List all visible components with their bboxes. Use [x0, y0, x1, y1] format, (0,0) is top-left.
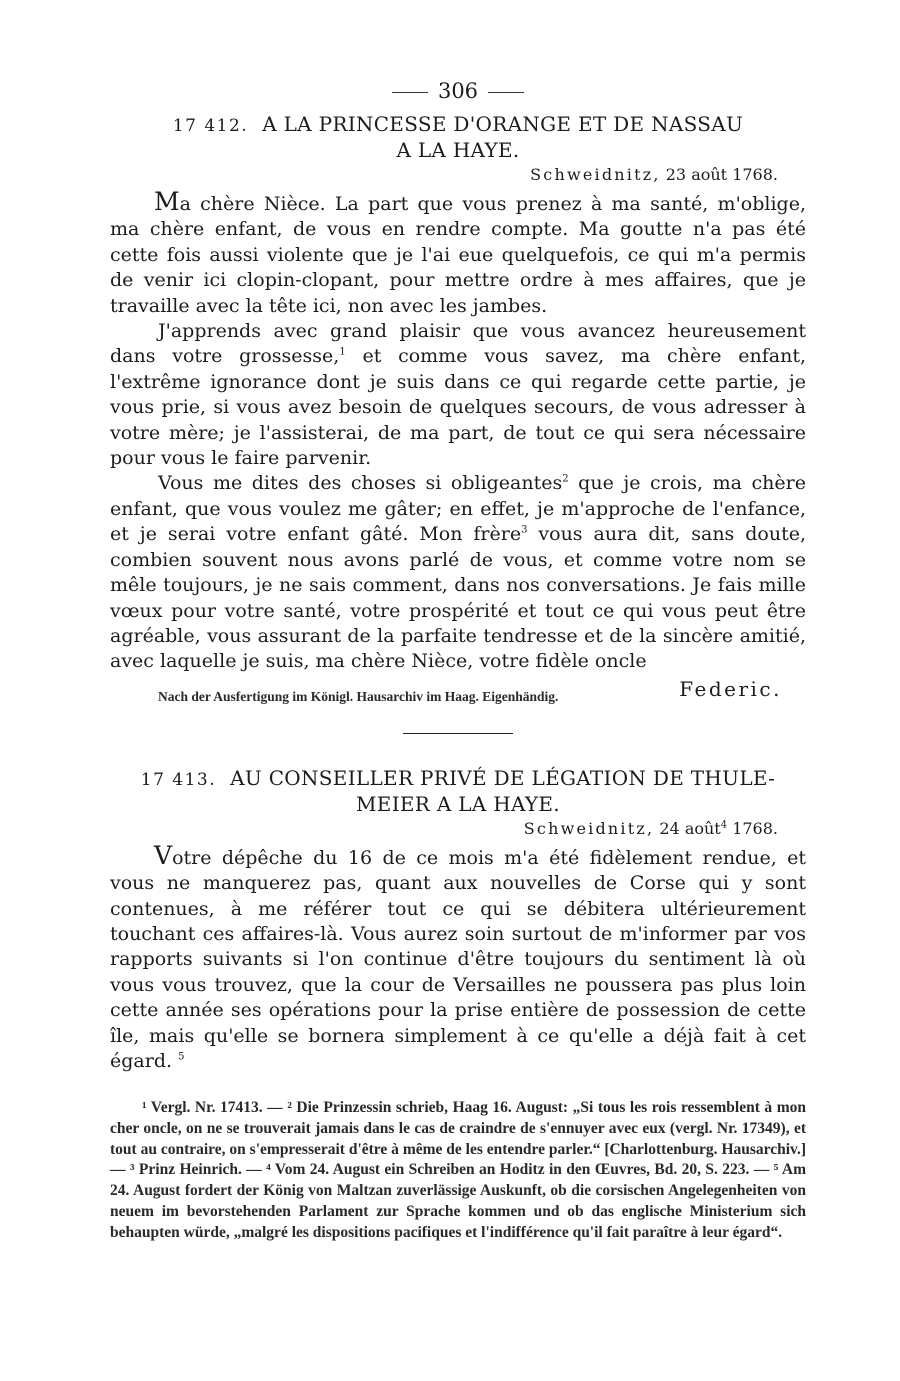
letter-17413: [110, 766, 806, 1075]
letter-heading: [110, 766, 806, 816]
paragraph-text: J'apprends avec grand plaisir que vous avancez heureusement dans votre grossesse,: [110, 320, 806, 368]
document-page: [110, 72, 806, 1243]
paragraph: [110, 471, 806, 674]
letter-heading: [110, 112, 806, 162]
paragraph: [110, 840, 806, 1075]
heading-line-2: MEIER A LA HAYE.: [356, 791, 560, 816]
dateline: [110, 818, 806, 840]
footnotes: [110, 1098, 806, 1243]
paragraph: [110, 189, 806, 319]
heading-line-1: A LA PRINCESSE D'ORANGE ET DE NASSAU: [262, 112, 744, 136]
dateline-year: 1768.: [727, 818, 778, 838]
dateline-place: Schweidnitz,: [530, 165, 661, 184]
letter-number: 17 413.: [140, 769, 217, 790]
heading-line-1: AU CONSEILLER PRIVÉ DE LÉGATION DE THULE-: [230, 765, 776, 790]
signature: Federic.: [679, 676, 782, 701]
page-number: 306: [437, 79, 479, 103]
dateline-place: Schweidnitz,: [523, 818, 655, 838]
section-divider: [403, 733, 513, 734]
paragraph: [110, 319, 806, 471]
footnote-ref: 2: [562, 474, 569, 486]
page-number-dash-right: [488, 92, 524, 93]
page-number-dash-left: [392, 92, 428, 93]
heading-line-2: A LA HAYE.: [396, 138, 520, 162]
paragraph-text: que je crois, ma chère enfant, que vous voulez me gâter; en effet, je m'approche de l'enfance, et je serai votre enfant gâté. Mon frère: [110, 472, 806, 546]
footnote-ref: 4: [720, 819, 728, 831]
footnote-text: ¹ Vergl. Nr. 17413. — ² Die Prinzessin schrieb, Haag 16. August: „Si tous les rois ressemblent à mon cher oncle, on ne se trouverait jamais dans le cas de craindre de s'ennuyer avec eux (vergl. Nr. 17349), et tout au contraire, on s'empresserait d'être à même de les entendre parler.“ [Charlottenburg. Hausarchiv.] — ³ Prinz Heinrich. — ⁴ Vom 24. August ein Schreiben an Hoditz in den Œuvres, Bd. 20, S. 223. — ⁵ Am 24. August fordert der König von Maltzan zuverlässige Auskunft, ob die corsischen Angelegenheiten von neuem im bevorstehenden Parlament zur Sprache kommen und ob das englische Ministerium sich behaupten würde, „malgré les dispositions pacifiques et l'indifférence qu'il fait paraître à leur égard“.: [110, 1099, 806, 1241]
paragraph-text: a chère Nièce. La part que vous prenez à ma santé, m'oblige, ma chère enfant, de vous en rendre compte. Ma goutte n'a pas été cette fois aussi violente que je l'ai eue quelquefois, ce qui m'a permis de venir ici clopin-clopant, pour mettre ordre à mes affaires, que je travaille avec la tête ici, non avec les jambes.: [110, 193, 806, 317]
source-note: Nach der Ausfertigung im Königl. Hausarchiv im Haag. Eigenhändig.: [158, 688, 559, 704]
dateline: [110, 164, 806, 186]
footnote-ref: 3: [521, 524, 528, 536]
footnote-ref: 1: [339, 347, 346, 359]
paragraph-text: Vous me dites des choses si obligeantes: [158, 472, 563, 495]
footnote-ref: 5: [178, 1051, 185, 1063]
page-number-line: [110, 72, 806, 110]
letter-number: 17 412.: [172, 116, 249, 136]
paragraph-text: et comme vous savez, ma chère enfant, l'extrême ignorance dont je suis dans ce qui regarde cette partie, je vous prie, si vous avez besoin de quelques secours, de vous adresser à votre mère; je l'assisterai, de ma part, de tout ce qui sera nécessaire pour vous le faire parvenir.: [110, 345, 806, 470]
paragraph-text: vous aura dit, sans doute, combien souvent nous avons parlé de vous, et comme votre nom se mêle toujours, je ne sais comment, dans nos conversations. Je fais mille vœux pour votre santé, votre prospérité et tout ce qui vous peut être agréable, vous assurant de la parfaite tendresse et de la sincère amitié, avec laquelle je suis, ma chère Nièce, votre fidèle oncle: [110, 523, 806, 673]
dateline-date: 24 août: [659, 818, 721, 838]
initial-letter: M: [154, 187, 180, 216]
letter-17412: [110, 112, 806, 711]
initial-letter: V: [154, 840, 173, 870]
paragraph-text: otre dépêche du 16 de ce mois m'a été fidèlement rendue, et vous ne manquerez pas, quant aux nouvelles de Corse qui y sont contenues, à me référer tout ce qui se débitera ultérieurement touchant ces affaires-là. Vous aurez soin surtout de m'informer par vos rapports suivants si l'on continue d'être toujours du sentiment là où vous vous trouvez, que la cour de Versailles ne poussera pas plus loin cette année ses opérations pour la prise entière de possession de cette île, mais qu'elle se bornera simplement à ce qu'elle a déjà fait à cet égard.: [110, 846, 806, 1072]
source-row: [110, 677, 806, 711]
dateline-date: 23 août 1768.: [665, 165, 778, 184]
